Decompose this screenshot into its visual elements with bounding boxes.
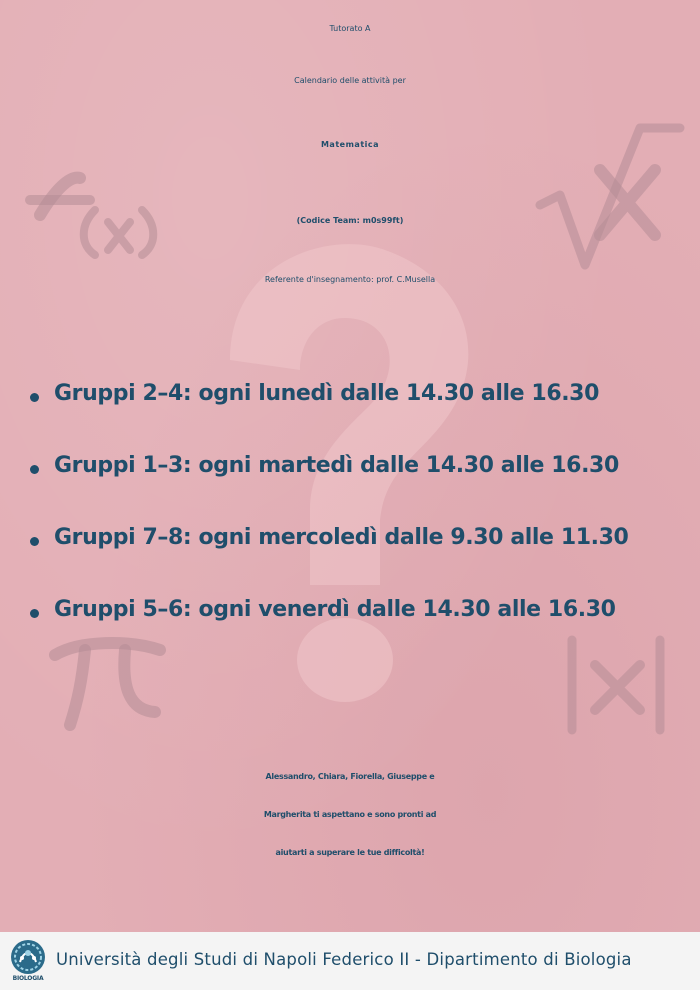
footer-university-text: Università degli Studi di Napoli Federico II - Dipartimento di Biologia: [56, 950, 632, 969]
footer-bar: [0, 932, 700, 990]
schedule-item-text: Gruppi 7–8: ogni mercoledì dalle 9.30 alle 11.30: [54, 525, 629, 550]
schedule-item: [30, 597, 695, 669]
team-code: (Codice Team: m0s99ft): [296, 216, 404, 225]
subject-title: Matematica: [320, 140, 380, 149]
schedule-item-text: Gruppi 5–6: ogni venerdì dalle 14.30 alle 16.30: [54, 597, 616, 622]
schedule-item: [30, 453, 695, 525]
schedule-item: [30, 525, 695, 597]
bullet-icon: [30, 393, 39, 402]
tutoring-title: Tutorato A: [329, 24, 371, 33]
bullet-icon: [30, 465, 39, 474]
logo-label: BIOLOGIA: [12, 975, 44, 982]
closing-line: aiutarti a superare le tue difficoltà!: [275, 848, 425, 857]
closing-message: [0, 758, 700, 872]
schedule-item: [30, 381, 695, 453]
schedule-item-text: Gruppi 2–4: ogni lunedì dalle 14.30 alle 16.30: [54, 381, 599, 406]
teaching-referent: Referente d'insegnamento: prof. C.Musella: [264, 275, 436, 284]
closing-line: Alessandro, Chiara, Fiorella, Giuseppe e: [265, 772, 435, 781]
schedule-list: [30, 381, 695, 669]
schedule-item-text: Gruppi 1–3: ogni martedì dalle 14.30 alle 16.30: [54, 453, 619, 478]
closing-line: Margherita ti aspettano e sono pronti ad: [263, 810, 437, 819]
calendar-subtitle: Calendario delle attività per: [294, 76, 406, 85]
bullet-icon: [30, 537, 39, 546]
bullet-icon: [30, 609, 39, 618]
